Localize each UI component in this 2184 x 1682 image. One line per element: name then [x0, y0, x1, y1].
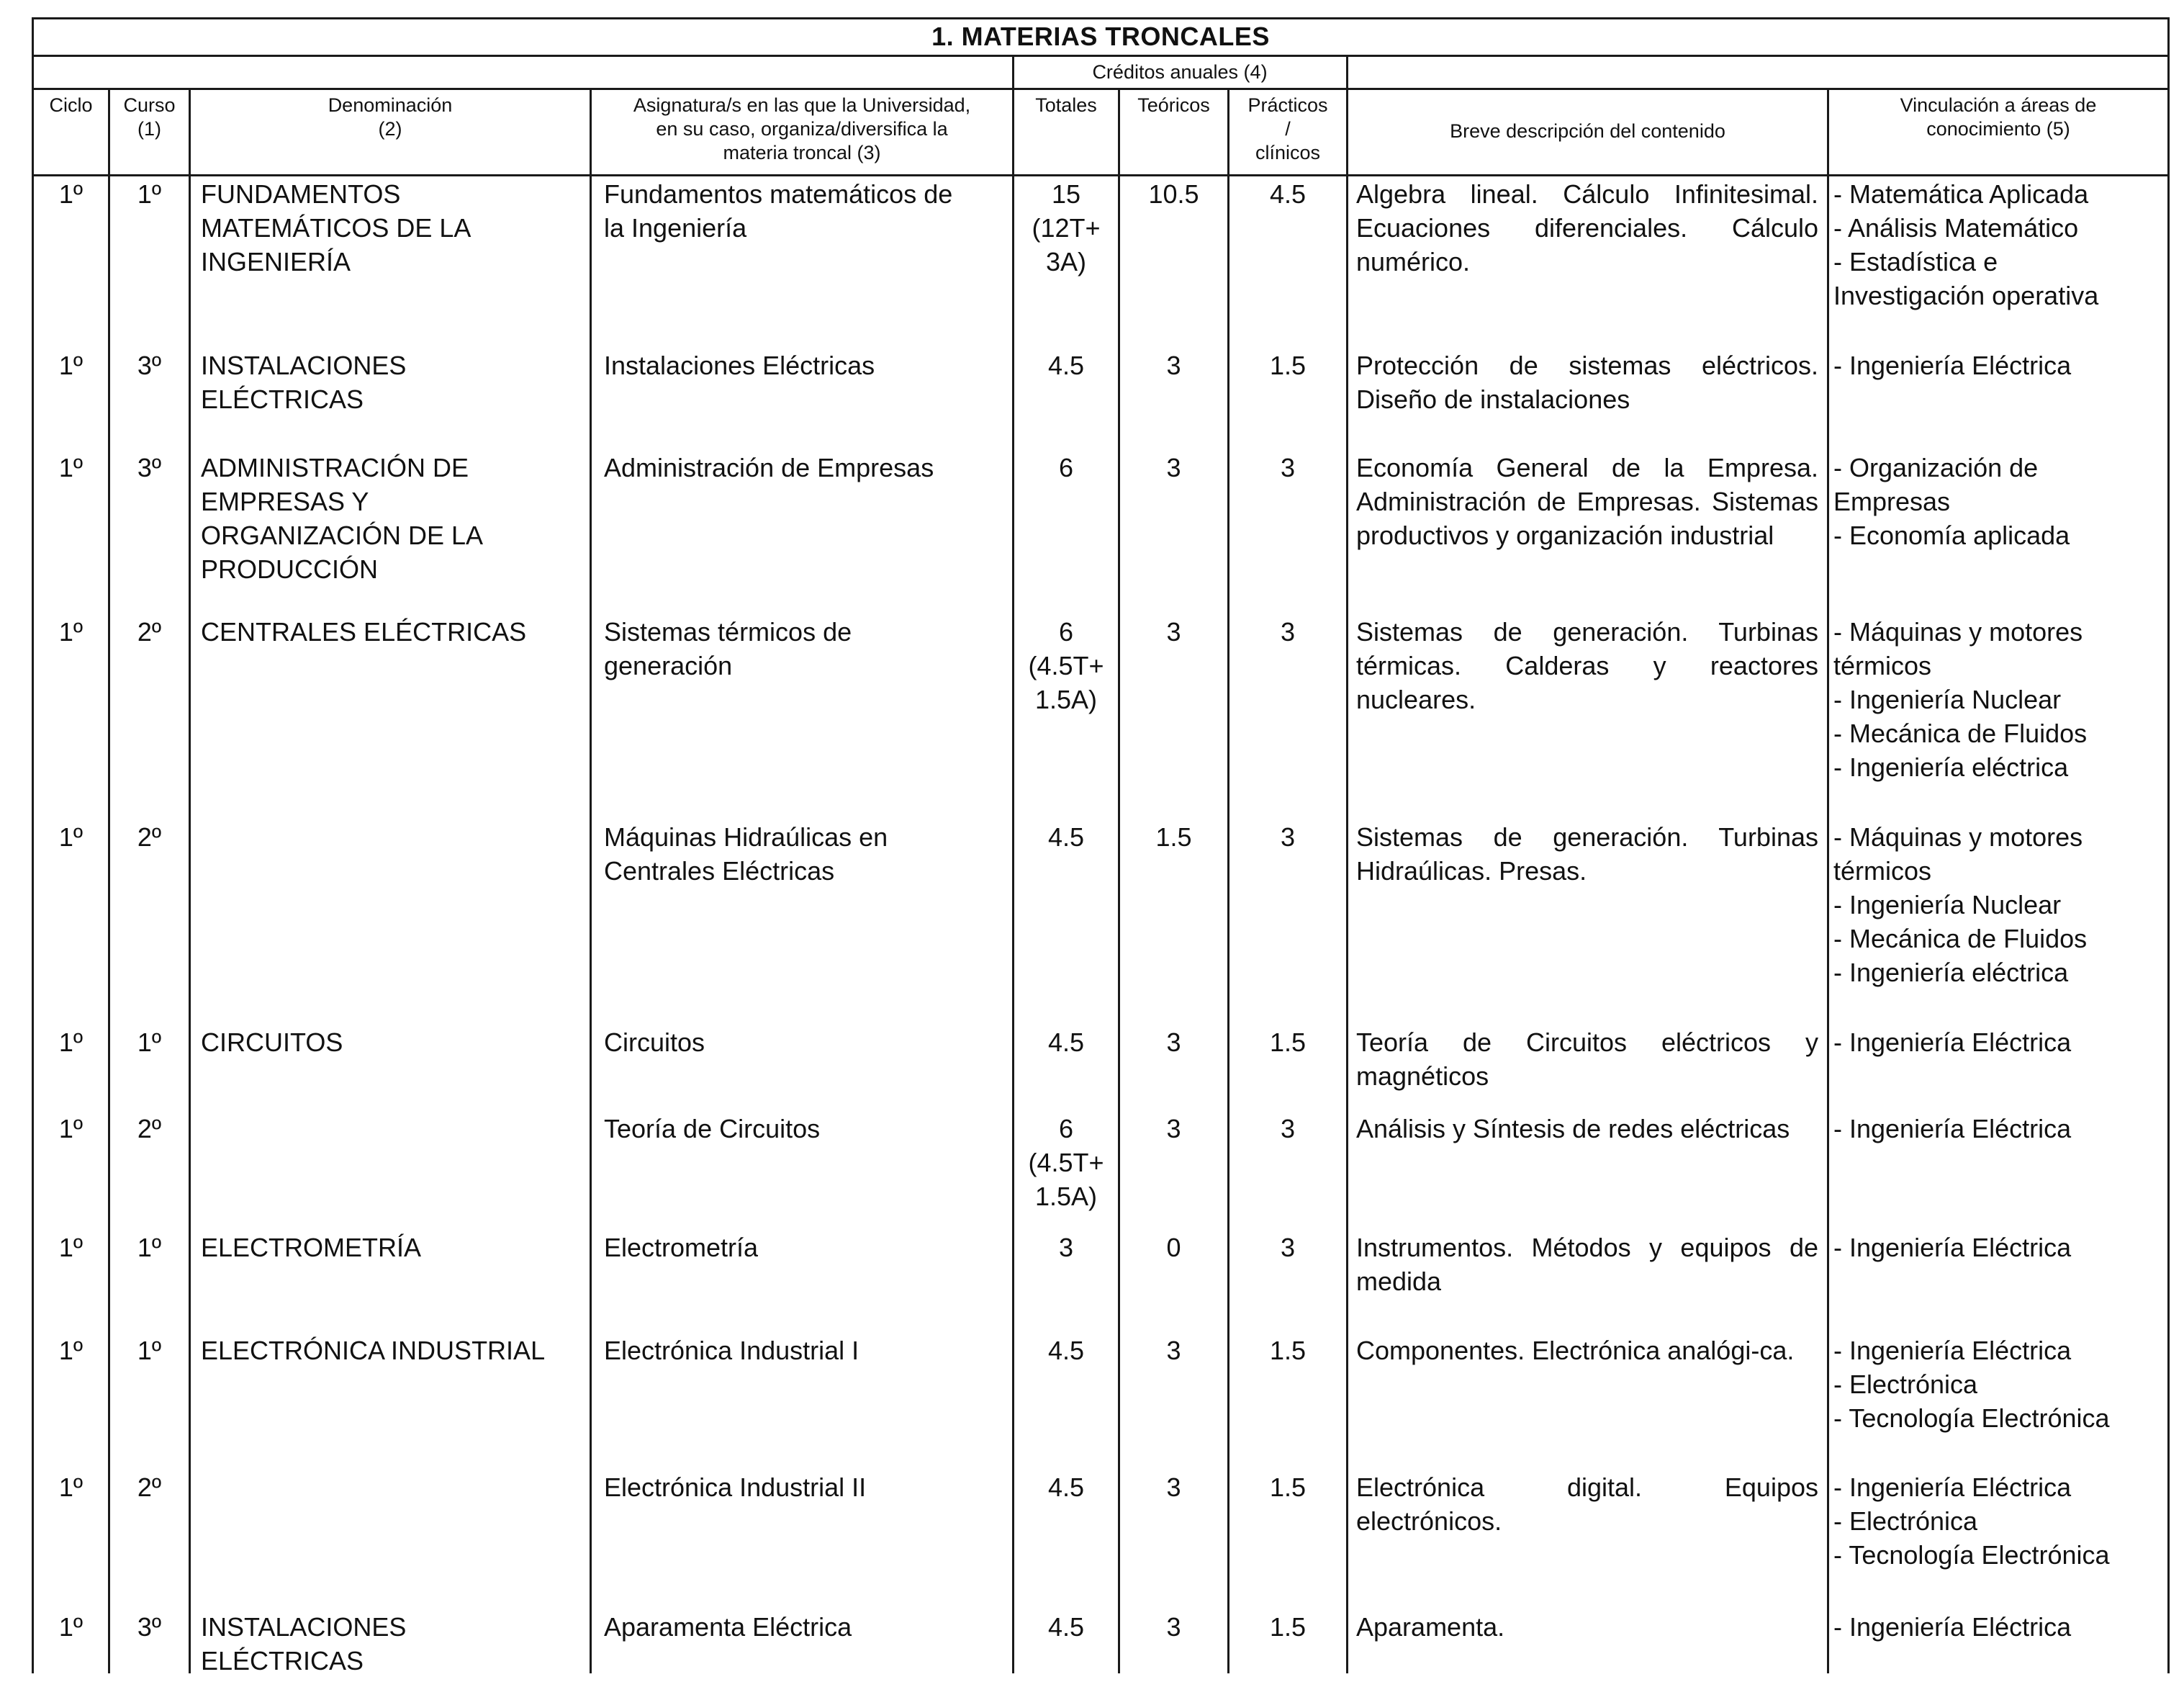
cell-practicos: 3 [1280, 453, 1296, 482]
cell-teoricos: 3 [1166, 1472, 1181, 1502]
cell-descripcion: Análisis y Síntesis de redes eléctricas [1356, 1114, 1790, 1143]
cell-curso: 3º [137, 453, 162, 482]
cell-ciclo: 1º [58, 1027, 84, 1057]
cell-totales: 4.5 [1047, 1336, 1085, 1365]
cell-teoricos: 0 [1166, 1233, 1181, 1262]
header-practicos: Prácticos / clínicos [1247, 94, 1328, 163]
cell-asignatura: Electrometría [604, 1233, 759, 1262]
cell-asignatura: Máquinas Hidraúlicas en Centrales Eléctricas [604, 822, 888, 886]
header-denominacion: Denominación (2) [328, 94, 453, 140]
cell-curso: 3º [137, 1612, 162, 1642]
cell-totales: 6 (4.5T+ 1.5A) [1028, 1114, 1104, 1211]
cell-curso: 1º [137, 1233, 162, 1262]
cell-descripcion: Aparamenta. [1356, 1612, 1505, 1642]
cell-ciclo: 1º [58, 822, 84, 852]
rule-right [2167, 17, 2170, 1673]
cell-descripcion: Economía General de la Empresa. Administración de Empresas. Sistemas productivos y organización industrial [1356, 453, 1818, 550]
cell-vinculacion: - Ingeniería Eléctrica [1833, 1114, 2072, 1143]
col-rule-denominacion [189, 89, 191, 1673]
col-rule-asignatura [590, 89, 592, 1673]
cell-vinculacion: - Máquinas y motores térmicos - Ingeniería Nuclear - Mecánica de Fluidos - Ingeniería eléctrica [1833, 822, 2088, 987]
cell-practicos: 3 [1280, 617, 1296, 647]
header-teoricos: Teóricos [1137, 94, 1210, 116]
cell-descripcion: Algebra lineal. Cálculo Infinitesimal. Ecuaciones diferenciales. Cálculo numérico. [1356, 179, 1818, 276]
cell-totales: 4.5 [1047, 1472, 1085, 1502]
cell-vinculacion: - Ingeniería Eléctrica [1833, 1233, 2072, 1262]
cell-denominacion: INSTALACIONES ELÉCTRICAS [201, 351, 407, 414]
header-curso: Curso (1) [123, 94, 176, 140]
header-vinculacion: Vinculación a áreas de conocimiento (5) [1900, 94, 2097, 140]
cell-asignatura: Sistemas térmicos de generación [604, 617, 852, 680]
cell-descripcion: Teoría de Circuitos eléctricos y magnéticos [1356, 1027, 1818, 1091]
cell-practicos: 1.5 [1269, 1336, 1307, 1365]
page-title: 1. MATERIAS TRONCALES [931, 22, 1270, 51]
cell-denominacion: FUNDAMENTOS MATEMÁTICOS DE LA INGENIERÍA [201, 179, 471, 276]
cell-curso: 1º [137, 1027, 162, 1057]
header-creditos-anuales: Créditos anuales (4) [1092, 61, 1268, 83]
cell-descripcion: Sistemas de generación. Turbinas Hidraúlicas. Presas. [1356, 822, 1818, 886]
cell-totales: 6 (4.5T+ 1.5A) [1028, 617, 1104, 714]
cell-practicos: 1.5 [1269, 1612, 1307, 1642]
cell-teoricos: 1.5 [1155, 822, 1192, 852]
cell-asignatura: Administración de Empresas [604, 453, 934, 482]
col-rule-totales [1012, 56, 1014, 1673]
cell-asignatura: Circuitos [604, 1027, 705, 1057]
col-rule-curso [108, 89, 110, 1673]
cell-curso: 2º [137, 1114, 162, 1143]
cell-asignatura: Electrónica Industrial I [604, 1336, 859, 1365]
cell-asignatura: Teoría de Circuitos [604, 1114, 821, 1143]
cell-ciclo: 1º [58, 179, 84, 209]
cell-asignatura: Aparamenta Eléctrica [604, 1612, 852, 1642]
cell-practicos: 3 [1280, 1114, 1296, 1143]
cell-denominacion: ELECTROMETRÍA [201, 1233, 422, 1262]
cell-totales: 4.5 [1047, 351, 1085, 380]
cell-totales: 6 [1058, 453, 1074, 482]
troncales-table [32, 17, 2170, 1676]
cell-vinculacion: - Ingeniería Eléctrica - Electrónica - Tecnología Electrónica [1833, 1336, 2110, 1433]
cell-curso: 3º [137, 351, 162, 380]
cell-totales: 3 [1058, 1233, 1074, 1262]
cell-ciclo: 1º [58, 1612, 84, 1642]
cell-teoricos: 3 [1166, 1027, 1181, 1057]
header-ciclo: Ciclo [49, 94, 93, 116]
rule-group-bottom [32, 88, 2170, 90]
cell-teoricos: 3 [1166, 1612, 1181, 1642]
cell-asignatura: Instalaciones Eléctricas [604, 351, 875, 380]
cell-teoricos: 3 [1166, 453, 1181, 482]
cell-denominacion: INSTALACIONES ELÉCTRICAS [201, 1612, 407, 1676]
cell-ciclo: 1º [58, 453, 84, 482]
cell-curso: 2º [137, 617, 162, 647]
cell-curso: 1º [137, 179, 162, 209]
cell-denominacion: CENTRALES ELÉCTRICAS [201, 617, 527, 647]
cell-practicos: 1.5 [1269, 351, 1307, 380]
cell-teoricos: 3 [1166, 1114, 1181, 1143]
cell-descripcion: Componentes. Electrónica analógi-ca. [1356, 1336, 1795, 1365]
cell-asignatura: Electrónica Industrial II [604, 1472, 867, 1502]
cell-vinculacion: - Ingeniería Eléctrica [1833, 1612, 2072, 1642]
cell-totales: 4.5 [1047, 822, 1085, 852]
cell-vinculacion: - Máquinas y motores térmicos - Ingeniería Nuclear - Mecánica de Fluidos - Ingeniería eléctrica [1833, 617, 2088, 782]
cell-denominacion: CIRCUITOS [201, 1027, 343, 1057]
col-rule-practicos [1227, 89, 1229, 1673]
cell-descripcion: Sistemas de generación. Turbinas térmicas. Calderas y reactores nucleares. [1356, 617, 1818, 714]
cell-ciclo: 1º [58, 1336, 84, 1365]
cell-practicos: 1.5 [1269, 1472, 1307, 1502]
cell-ciclo: 1º [58, 1233, 84, 1262]
col-rule-vinculacion [1827, 89, 1829, 1673]
cell-vinculacion: - Ingeniería Eléctrica [1833, 351, 2072, 380]
cell-ciclo: 1º [58, 1114, 84, 1143]
cell-curso: 2º [137, 1472, 162, 1502]
rule-header-bottom [32, 174, 2170, 176]
cell-asignatura: Fundamentos matemáticos de la Ingeniería [604, 179, 953, 243]
cell-practicos: 3 [1280, 822, 1296, 852]
cell-teoricos: 3 [1166, 351, 1181, 380]
cell-ciclo: 1º [58, 617, 84, 647]
cell-teoricos: 3 [1166, 617, 1181, 647]
cell-vinculacion: - Matemática Aplicada - Análisis Matemático - Estadística e Investigación operativa [1833, 179, 2099, 310]
cell-curso: 2º [137, 822, 162, 852]
rule-title-bottom [32, 55, 2170, 57]
col-rule-descripcion [1346, 56, 1348, 1673]
cell-descripcion: Protección de sistemas eléctricos. Diseño de instalaciones [1356, 351, 1818, 414]
cell-practicos: 3 [1280, 1233, 1296, 1262]
cell-ciclo: 1º [58, 351, 84, 380]
col-rule-teoricos [1118, 89, 1120, 1673]
cell-practicos: 1.5 [1269, 1027, 1307, 1057]
cell-totales: 4.5 [1047, 1027, 1085, 1057]
header-totales: Totales [1035, 94, 1097, 116]
cell-ciclo: 1º [58, 1472, 84, 1502]
cell-descripcion: Instrumentos. Métodos y equipos de medida [1356, 1233, 1818, 1296]
cell-teoricos: 10.5 [1148, 179, 1199, 209]
cell-teoricos: 3 [1166, 1336, 1181, 1365]
cell-descripcion: Electrónica digital. Equipos electrónicos. [1356, 1472, 1818, 1536]
header-descripcion: Breve descripción del contenido [1450, 120, 1725, 142]
cell-totales: 4.5 [1047, 1612, 1085, 1642]
header-asignatura: Asignatura/s en las que la Universidad, en su caso, organiza/diversifica la materia troncal (3) [633, 94, 971, 163]
cell-practicos: 4.5 [1269, 179, 1307, 209]
cell-curso: 1º [137, 1336, 162, 1365]
cell-denominacion: ELECTRÓNICA INDUSTRIAL [201, 1336, 546, 1365]
cell-vinculacion: - Organización de Empresas - Economía aplicada [1833, 453, 2070, 550]
cell-vinculacion: - Ingeniería Eléctrica [1833, 1027, 2072, 1057]
cell-vinculacion: - Ingeniería Eléctrica - Electrónica - Tecnología Electrónica [1833, 1472, 2110, 1570]
cell-totales: 15 (12T+ 3A) [1032, 179, 1101, 276]
cell-denominacion: ADMINISTRACIÓN DE EMPRESAS Y ORGANIZACIÓN DE LA PRODUCCIÓN [201, 453, 484, 584]
